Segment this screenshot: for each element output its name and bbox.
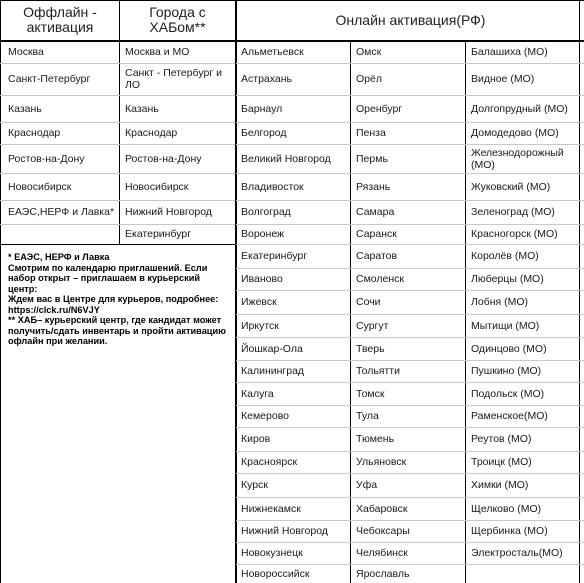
divider-right [579,0,580,583]
online-city-cell: Красноярск [241,456,298,468]
online-city-cell: Белгород [241,127,287,139]
footnote-eaes-line: Смотрим по календарю приглашений. Если [8,262,208,273]
online-city-cell: Королёв (МО) [471,250,539,262]
online-city-cell: Калининград [241,365,305,377]
online-city-cell: Сургут [356,319,389,332]
header-online: Онлайн активация(РФ) [335,11,486,28]
online-city-cell: Ярославль [356,567,410,580]
online-city-cell: Чебоксары [356,525,410,537]
online-city-cell: Зеленоград (МО) [471,206,555,218]
online-city-cell: Барнаул [241,102,283,115]
online-city-cell: Железнодорожный (МО) [471,146,564,171]
online-city-cell: Смоленск [356,273,405,285]
online-city-cell: Сочи [356,296,381,308]
footnote-eaes-line: Ждем вас в Центре для курьеров, подробнее: [8,294,219,305]
online-city-cell: Владивосток [241,180,304,193]
online-city-cell: Тверь [356,342,385,355]
online-city-cell: Троицк (МО) [471,456,532,468]
online-city-cell: Долгопрудный (МО) [471,102,568,115]
footnote-eaes [8,252,232,316]
online-city-cell: Видное (МО) [471,73,535,85]
online-city-cell: Екатеринбург [241,250,308,262]
online-city-cell: Альметьевск [241,46,304,58]
online-city-cell: Лобня (МО) [471,296,529,308]
online-city-cell: Щелково (МО) [471,502,542,515]
hub-city-cell: Екатеринбург [125,228,192,240]
online-city-cell: Уфа [356,479,378,491]
footnote-hub [8,315,232,347]
online-city-cell: Домодедово (МО) [471,127,559,139]
header-offline: Оффлайн - активация [23,4,97,35]
header-hubs: Города с ХАБом** [149,4,206,35]
online-city-cell: Тольятти [356,365,400,377]
online-city-cell: Раменское(МО) [471,410,548,422]
online-city-cell: Омск [356,46,382,58]
online-city-cell: Подольск (МО) [471,387,545,400]
hub-city-cell: Новосибирск [125,180,189,193]
online-city-cell: Щербинка (МО) [471,525,548,537]
online-city-cell: Хабаровск [356,502,408,515]
hub-city-cell: Москва и МО [125,46,190,58]
online-city-cell: Ульяновск [356,456,407,468]
offline-city-cell: Краснодар [8,127,61,139]
online-city-cell: Электросталь(МО) [471,547,563,559]
offline-city-cell: Казань [8,102,42,115]
online-city-cell: Химки (МО) [471,479,529,491]
online-city-cell: Жуковский (МО) [471,180,551,193]
offline-city-cell: Санкт-Петербург [8,73,91,85]
online-city-cell: Волгоград [241,206,291,218]
online-city-cell: Самара [356,206,395,218]
online-city-cell: Орёл [356,73,382,85]
footnote-link[interactable]: https://clck.ru/N6VJY [8,304,100,315]
online-city-cell: Новороссийск [241,567,310,580]
online-city-cell: Новокузнецк [241,547,303,559]
offline-city-cell: Новосибирск [8,180,72,193]
footnote-hub-line: ** ХАБ– курьерский центр, где кандидат может [8,315,222,325]
online-city-cell: Балашиха (МО) [471,46,548,58]
online-city-cell: Иваново [241,273,283,285]
online-city-cell: Оренбург [356,102,403,115]
online-city-cell: Саратов [356,250,398,262]
online-city-cell: Красногорск (МО) [471,228,558,240]
online-city-cell: Люберцы (МО) [471,273,544,285]
online-city-cell: Великий Новгород [241,152,331,165]
hub-city-cell: Санкт - Петербург и ЛО [125,67,222,91]
online-city-cell: Челябинск [356,547,408,559]
online-city-cell: Кемерово [241,410,289,422]
online-city-cell: Саранск [356,228,397,240]
online-city-cell [467,564,579,583]
online-city-cell: Тюмень [356,433,395,445]
online-city-cell: Нижнекамск [241,502,301,515]
offline-city-cell: Москва [8,46,44,58]
online-city-cell: Йошкар-Ола [241,342,303,355]
online-city-cell: Киров [241,433,271,445]
hub-city-cell: Нижний Новгород [125,206,212,218]
footnote-hub-line: офлайн при желании. [8,336,108,347]
hub-city-cell: Краснодар [125,127,178,139]
online-city-cell: Пушкино (МО) [471,365,542,377]
online-city-cell: Иркутск [241,319,279,332]
footnote-eaes-title: * ЕАЭС, НЕРФ и Лавка [8,252,110,262]
footnote-hub-line: получить/сдать инвентарь и пройти активацию [8,325,226,336]
footnote-eaes-line: набор открыт – приглашаем в курьерский центр: [8,273,200,294]
notes-top-border [0,244,235,245]
hub-city-cell: Казань [125,102,159,115]
online-city-cell: Нижний Новгород [241,525,328,537]
hub-city-cell: Ростов-на-Дону [125,152,202,165]
offline-city-cell: ЕАЭС,НЕРФ и Лавка* [8,206,115,218]
online-city-cell: Тула [356,410,379,422]
offline-city-cell: Ростов-на-Дону [8,152,85,165]
online-city-cell: Пенза [356,127,386,139]
online-city-cell: Курск [241,479,268,491]
online-city-cell: Астрахань [241,73,292,85]
online-city-cell: Ижевск [241,296,277,308]
online-city-cell: Воронеж [241,228,285,240]
online-city-cell: Калуга [241,387,274,400]
online-city-cell: Реутов (МО) [471,433,532,445]
online-city-cell: Одинцово (МО) [471,342,547,355]
online-city-cell: Томск [356,387,385,400]
online-city-cell: Рязань [356,180,391,193]
online-city-cell: Пермь [356,152,388,165]
online-city-cell: Мытищи (МО) [471,319,540,332]
